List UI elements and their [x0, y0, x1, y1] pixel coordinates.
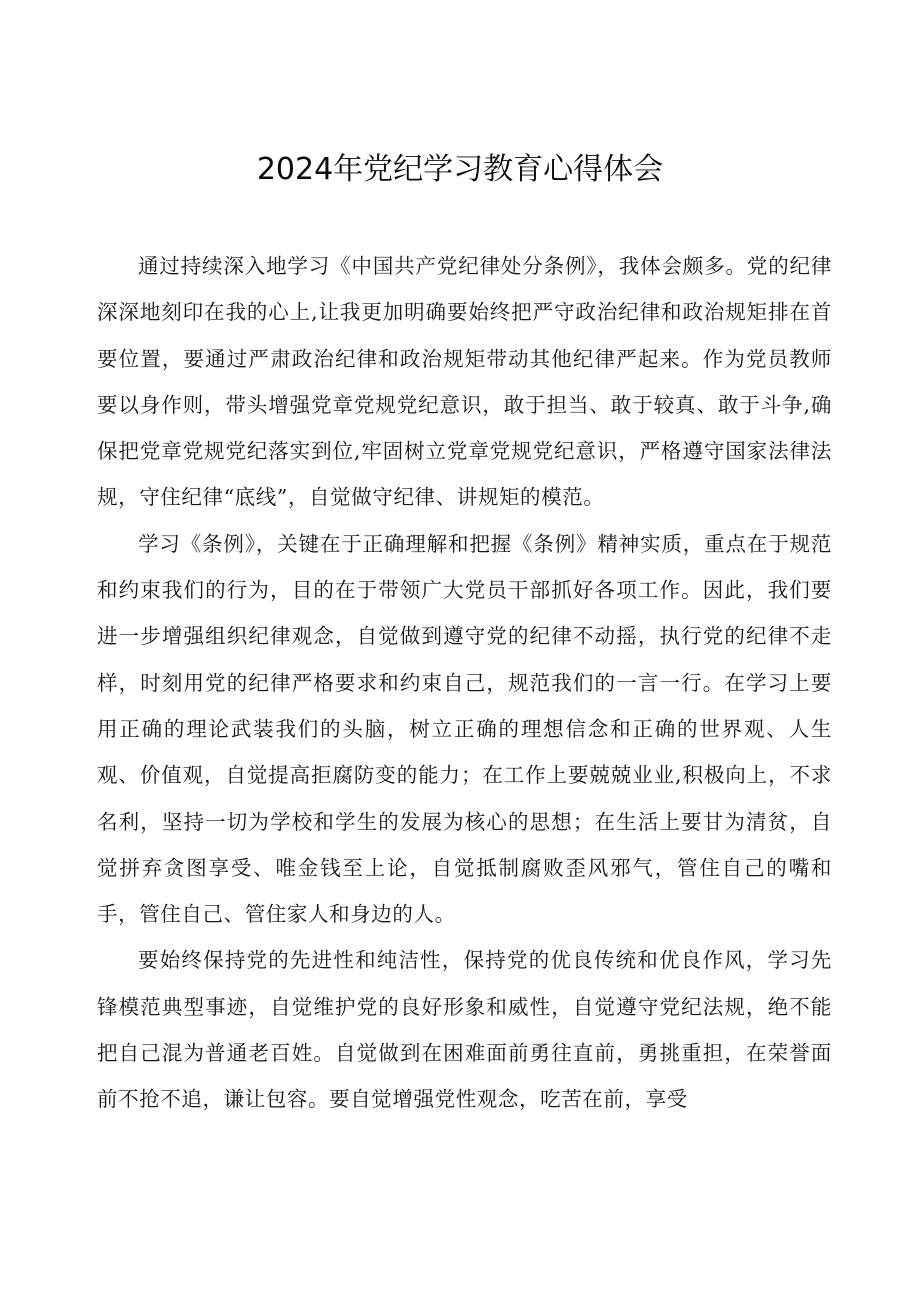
paragraph-1: 通过持续深入地学习《中国共产党纪律处分条例》，我体会颇多。党的纪律深深地刻印在我的心上,让我更加明确要始终把严守政治纪律和政治规矩排在首要位置，要通过严肃政治纪律和政治规矩带动其他纪律严起来。作为党员教师要以身作则，带头增强党章党规党纪意识，敢于担当、敢于较真、敢于斗争,确保把党章党规党纪落实到位,牢固树立党章党规党纪意识，严格遵守国家法律法规，守住纪律“底线”，自觉做守纪律、讲规矩的模范。	[97, 254, 832, 510]
document-body	[97, 243, 832, 1123]
document-title: 2024年党纪学习教育心得体会	[256, 152, 664, 187]
paragraph-3: 要始终保持党的先进性和纯洁性，保持党的优良传统和优良作风，学习先锋模范典型事迹，自觉维护党的良好形象和威性，自觉遵守党纪法规，绝不能把自己混为普通老百姓。自觉做到在困难面前勇往直前，勇挑重担，在荣誉面前不抢不追，谦让包容。要自觉增强党性观念，吃苦在前，享受	[97, 948, 832, 1112]
paragraph-2: 学习《条例》，关键在于正确理解和把握《条例》精神实质，重点在于规范和约束我们的行为，目的在于带领广大党员干部抓好各项工作。因此，我们要进一步增强组织纪律观念，自觉做到遵守党的纪律不动摇，执行党的纪律不走样，时刻用党的纪律严格要求和约束自己，规范我们的一言一行。在学习上要用正确的理论武装我们的头脑，树立正确的理想信念和正确的世界观、人生观、价值观，自觉提高拒腐防变的能力；在工作上要兢兢业业,积极向上，不求名利，坚持一切为学校和学生的发展为核心的思想；在生活上要甘为清贫，自觉拼弃贪图享受、唯金钱至上论，自觉抵制腐败歪风邪气，管住自己的嘴和手，管住自己、管住家人和身边的人。	[97, 531, 832, 927]
